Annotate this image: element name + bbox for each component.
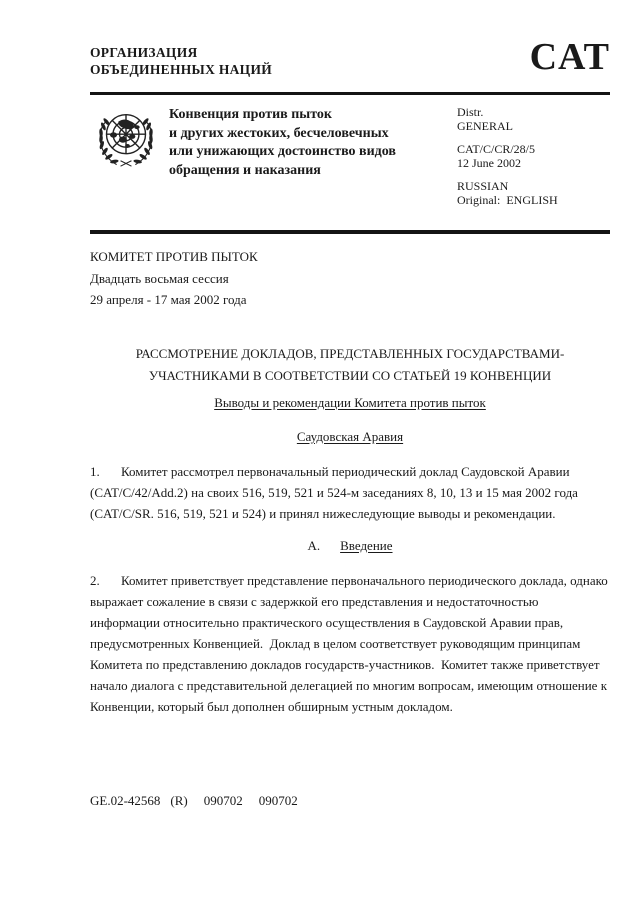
convention-title-line: Конвенция против пыток	[169, 107, 332, 122]
footer-date-1: 090702	[203, 793, 243, 808]
header-rule	[90, 92, 610, 95]
report-title	[90, 343, 610, 387]
report-title-line2: УЧАСТНИКАМИ В СООТВЕТСТВИИ СО СТАТЬЕЙ 19 КОНВЕНЦИИ	[148, 368, 552, 383]
session-name: Двадцать восьмая сессия	[90, 270, 229, 286]
document-date: 12 June 2002	[457, 155, 521, 170]
document-language: RUSSIAN	[457, 179, 509, 193]
document-series-code: CAT	[529, 36, 610, 78]
language-group	[457, 180, 558, 207]
org-name-line2: ОБЪЕДИНЕННЫХ НАЦИЙ	[90, 61, 273, 77]
registry-code: GE.02-42568	[90, 793, 161, 808]
convention-title	[169, 106, 449, 180]
convention-title-line: и других жестоких, бесчеловечных	[169, 125, 389, 141]
original-language: Original: ENGLISH	[457, 192, 558, 207]
report-subtitle-text: Выводы и рекомендации Комитета против пыток	[214, 395, 486, 410]
paragraph-2-text: Комитет приветствует представление первоначального периодического доклада, однако выражает сожаление в связи с задержкой его представления и недостаточностью информации относительно практического осуществления в Саудовской Аравии прав, предусмотренных Конвенцией. Доклад в целом соответствует руководящим принципам Комитета по представлению докладов государств-участников. Комитет также приветствует начало диалога с представительной делегацией по многим вопросам, имеющим отношение к Конвенции, который был дополнен обширным устным докладом.	[90, 573, 611, 714]
paragraph-2	[90, 570, 611, 717]
distr-group	[457, 106, 558, 133]
session-dates: 29 апреля - 17 мая 2002 года	[90, 292, 247, 307]
paragraph-1	[90, 461, 611, 524]
country-name: Саудовская Аравия	[296, 429, 404, 444]
footer-registry-line	[90, 793, 298, 809]
section-a-title: Введение	[340, 538, 393, 553]
convention-title-line: обращения и наказания	[169, 162, 321, 178]
document-symbol: CAT/C/CR/28/5	[457, 142, 536, 156]
distr-label: Distr.	[457, 105, 484, 119]
paragraph-1-number: 1.	[90, 464, 100, 479]
convention-title-line: или унижающих достоинство видов	[169, 144, 396, 159]
report-title-line1: РАССМОТРЕНИЕ ДОКЛАДОВ, ПРЕДСТАВЛЕННЫХ ГОСУДАРСТВАМИ-	[135, 346, 565, 361]
language-code: (R)	[170, 793, 188, 808]
report-subtitle	[90, 395, 610, 411]
paragraph-1-text: Комитет рассмотрел первоначальный периодический доклад Саудовской Аравии (CAT/C/42/Add.2) на своих 516, 519, 521 и 524-м заседаниях 8, 10, 13 и 15 мая 2002 года (CAT/C/SR. 516, 519, 521 и 524) и принял нижеследующие выводы и рекомендации.	[90, 464, 582, 521]
country-heading	[90, 429, 610, 445]
distr-type: GENERAL	[457, 118, 513, 133]
footer-date-2: 090702	[258, 793, 298, 808]
un-emblem-icon	[87, 103, 165, 181]
un-organization-name	[90, 45, 272, 78]
section-a-heading	[90, 538, 610, 554]
distribution-block	[457, 106, 558, 217]
masthead-rule	[90, 230, 610, 234]
session-block	[90, 246, 258, 311]
section-a-label: A.	[307, 538, 321, 553]
paragraph-2-number: 2.	[90, 573, 100, 588]
committee-name: КОМИТЕТ ПРОТИВ ПЫТОК	[90, 249, 258, 264]
symbol-group	[457, 143, 558, 170]
org-name-line1: ОРГАНИЗАЦИЯ	[90, 45, 198, 60]
